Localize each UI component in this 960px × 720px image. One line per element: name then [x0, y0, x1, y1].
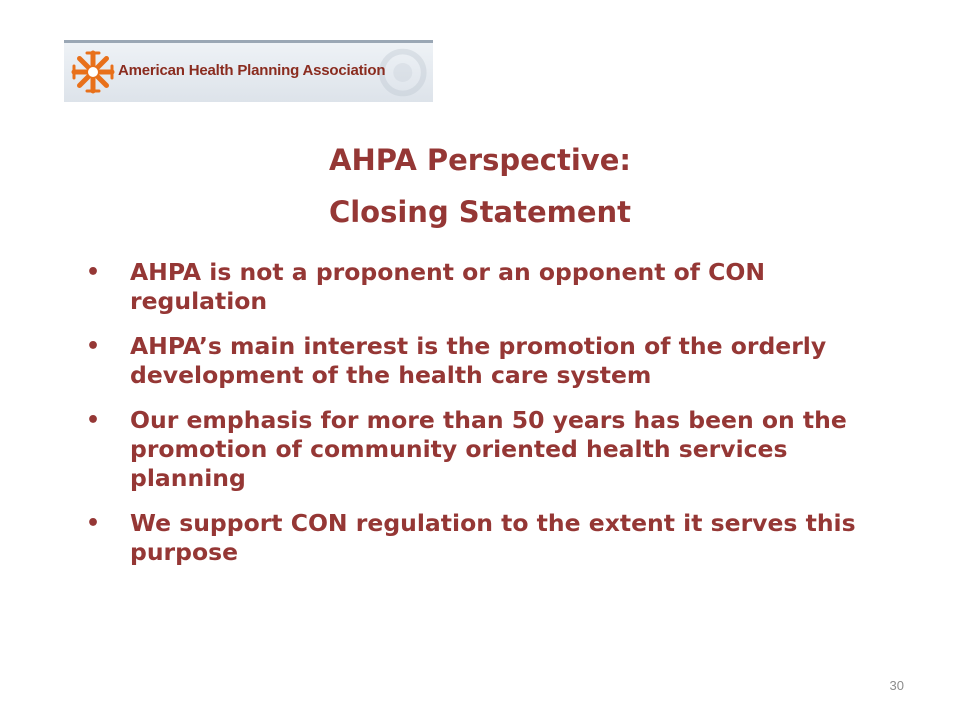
- bullet-marker: •: [86, 260, 101, 285]
- bullet-marker: •: [86, 408, 101, 433]
- organization-logo-banner: [64, 40, 433, 102]
- slide-title: [0, 134, 960, 238]
- title-line-1: AHPA Perspective:: [329, 143, 631, 177]
- bullet-list: [84, 258, 884, 583]
- bullet-text: Our emphasis for more than 50 years has been on the promotion of community oriented health services planning: [130, 406, 847, 492]
- bullet-text: AHPA is not a proponent or an opponent of CON regulation: [130, 258, 766, 315]
- title-line-2: Closing Statement: [328, 195, 632, 229]
- bullet-item: [84, 258, 884, 316]
- organization-name: American Health Planning Association: [118, 62, 386, 79]
- bullet-item: [84, 406, 884, 493]
- bullet-marker: •: [86, 334, 101, 359]
- bullet-text: AHPA’s main interest is the promotion of the orderly development of the health care system: [130, 332, 827, 389]
- bullet-item: [84, 332, 884, 390]
- bullet-marker: •: [86, 511, 101, 536]
- slide-page-number: 30: [889, 678, 904, 693]
- asterisk-logo-icon: [70, 49, 116, 95]
- bullet-item: [84, 509, 884, 567]
- bullet-text: We support CON regulation to the extent it serves this purpose: [130, 509, 856, 566]
